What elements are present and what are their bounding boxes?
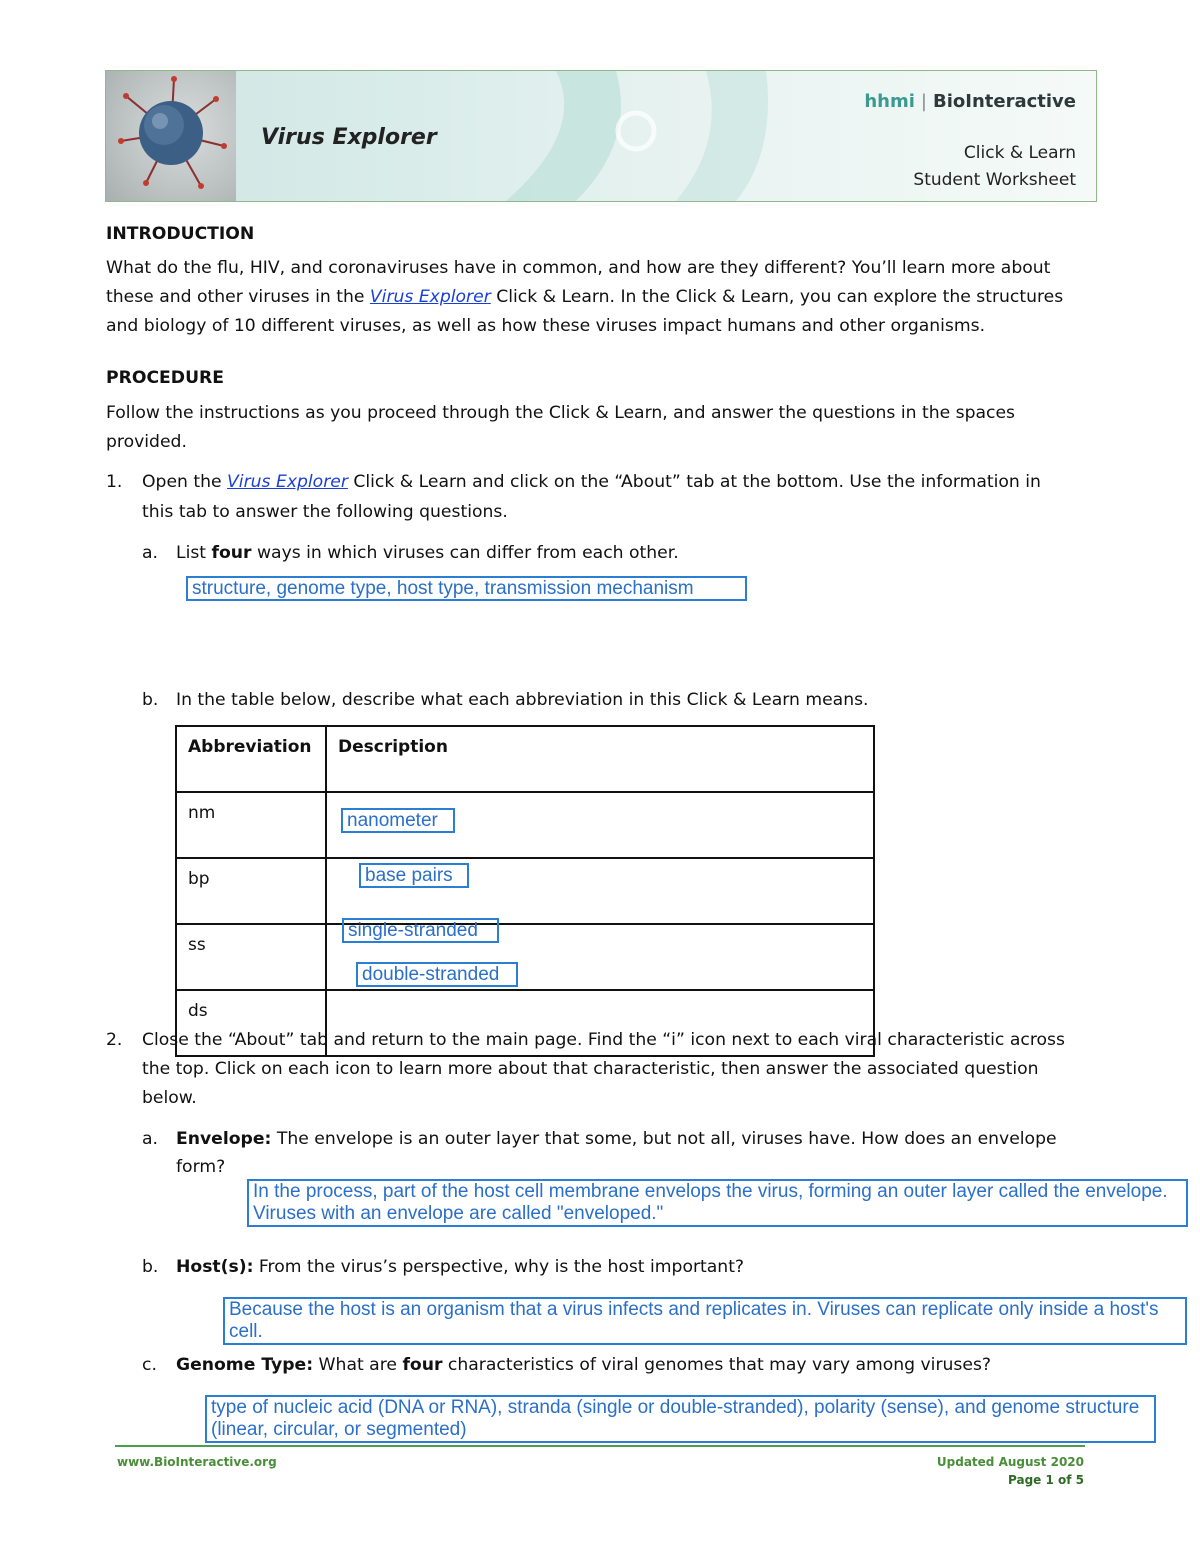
q2b-text: From the virus’s perspective, why is the host important? [253,1257,745,1277]
abbr-cell: ss [176,924,326,990]
q2c-question [176,1351,991,1380]
q1b-question: In the table below, describe what each abbreviation in this Click & Learn means. [176,690,869,710]
abbr-cell: ds [176,990,326,1056]
abbreviation-table [175,725,875,1057]
q2b-label: b. [142,1257,159,1277]
virus-image [106,71,236,201]
q2c-label: c. [142,1355,157,1375]
intro-text: these and other viruses in the [106,287,370,307]
footer-divider [115,1445,1085,1447]
table-header-row [176,726,874,792]
q2c-text: characteristics of viral genomes that may vary among viruses? [442,1355,992,1375]
bp-answer-field[interactable]: base pairs [359,863,469,888]
q1-number: 1. [106,472,123,492]
header-subtitle-2: Student Worksheet [913,170,1076,190]
virus-explorer-link[interactable]: Virus Explorer [227,472,348,492]
intro-text: Click & Learn. In the Click & Learn, you can explore the structures [490,287,1064,307]
q2b-answer-field[interactable]: Because the host is an organism that a virus infects and replicates in. Viruses can replicate only inside a host's cell. [223,1297,1187,1345]
footer-page-number: Page 1 of 5 [1008,1473,1084,1487]
footer-updated: Updated August 2020 [936,1455,1084,1469]
hhmi-logo-text: hhmi [864,91,915,112]
q2a-answer-field[interactable]: In the process, part of the host cell membrane envelops the virus, forming an outer layer called the envelope. Viruses with an envelope are called "enveloped." [247,1179,1188,1227]
q2-line-3: below. [142,1088,197,1108]
q2a-text: The envelope is an outer layer that some, but not all, viruses have. How does an envelope [271,1129,1057,1149]
q2c-text: What are [313,1355,403,1375]
q2c-bold-text: four [402,1355,443,1375]
table-header-abbreviation: Abbreviation [176,726,326,792]
q2a-question [176,1125,1057,1154]
intro-line-1: What do the flu, HIV, and coronaviruses have in common, and how are they different? You’ll learn more about [106,258,1051,278]
q1a-bold-text: four [211,543,252,563]
procedure-heading: PROCEDURE [106,368,224,388]
logo-separator: | [920,91,927,112]
footer-site-link[interactable]: www.BioInteractive.org [117,1455,277,1469]
q2c-answer-field[interactable]: type of nucleic acid (DNA or RNA), stranda (single or double-stranded), polarity (sense), and genome structure (linear, circular, or segmented) [205,1395,1156,1443]
table-row [176,792,874,858]
header-subtitle-1: Click & Learn [963,143,1076,163]
q2b-question [176,1253,744,1282]
q1b-label: b. [142,690,159,710]
logo-brand-text: BioInteractive [933,91,1076,112]
q1-text: Open the [142,472,228,492]
q1a-text: ways in which viruses can differ from each other. [251,543,679,563]
q1a-label: a. [142,543,158,563]
intro-line-3: and biology of 10 different viruses, as well as how these viruses impact humans and other organisms. [106,316,986,336]
table-row [176,858,874,924]
biointeractive-logo [864,91,1076,112]
banner-decoration [466,71,886,201]
ds-answer-field[interactable]: double-stranded [356,962,518,987]
procedure-line-1: Follow the instructions as you proceed through the Click & Learn, and answer the questions in the spaces [106,403,1016,423]
q1a-question [176,539,679,568]
q2a-bold-text: Envelope: [176,1129,272,1149]
q1a-answer-field[interactable]: structure, genome type, host type, transmission mechanism [186,576,747,601]
abbr-cell: nm [176,792,326,858]
q1a-text: List [176,543,212,563]
q1-line-2: this tab to answer the following questions. [142,502,508,522]
intro-line-2 [106,283,1063,312]
q2b-bold-text: Host(s): [176,1257,254,1277]
table-row [176,924,874,990]
q2-line-2: the top. Click on each icon to learn more about that characteristic, then answer the associated question [142,1059,1039,1079]
page-title: Virus Explorer [261,125,437,150]
nm-answer-field[interactable]: nanometer [341,808,455,833]
procedure-line-2: provided. [106,432,187,452]
ss-answer-field[interactable]: single-stranded [342,918,499,943]
q1-line-1 [142,468,1041,497]
intro-heading: INTRODUCTION [106,224,255,244]
abbr-cell: bp [176,858,326,924]
q2a-label: a. [142,1129,158,1149]
q2-line-1: Close the “About” tab and return to the main page. Find the “i” icon next to each viral characteristic across [142,1030,1065,1050]
table-header-description: Description [326,726,874,792]
q2a-question-2: form? [176,1157,226,1177]
q1-text: Click & Learn and click on the “About” tab at the bottom. Use the information in [347,472,1041,492]
header-banner [105,70,1097,202]
q2c-bold-text: Genome Type: [176,1355,314,1375]
virus-explorer-link[interactable]: Virus Explorer [369,287,491,307]
q2-number: 2. [106,1030,123,1050]
